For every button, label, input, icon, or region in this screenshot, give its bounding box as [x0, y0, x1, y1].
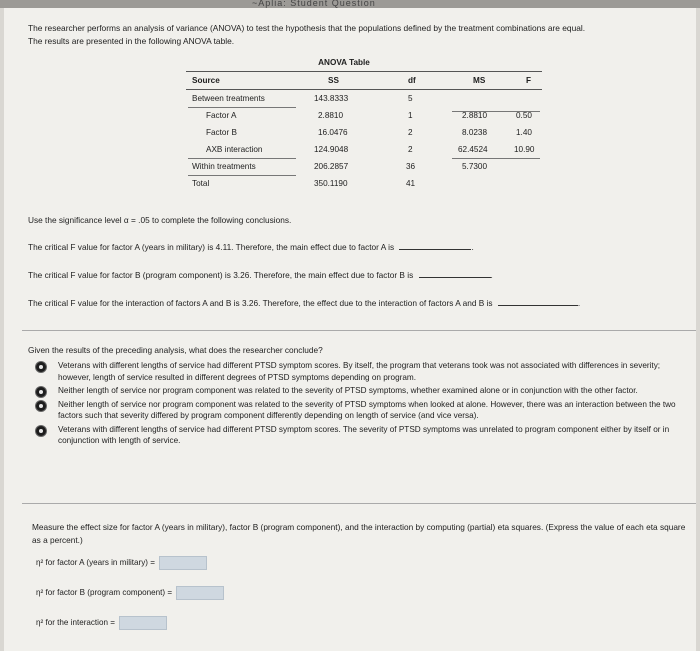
row-ss: 143.8333 [314, 94, 349, 103]
row-df: 5 [408, 94, 413, 103]
factor-b-dropdown[interactable] [419, 277, 491, 278]
answer-option-4[interactable] [34, 424, 694, 447]
row-ms: 62.4524 [458, 145, 488, 154]
eta-interaction [36, 616, 167, 630]
row-df: 1 [408, 111, 413, 120]
row-df: 36 [406, 162, 416, 171]
row-source: Within treatments [192, 162, 256, 171]
question-page [4, 8, 696, 651]
factor-a-dropdown[interactable] [399, 249, 471, 250]
conclusion-interaction-text: The critical F value for the interaction of factors A and B is 3.26. Therefore, the effect due to the interaction of factors A and B is [28, 298, 493, 308]
radio-button-icon[interactable] [36, 387, 46, 397]
col-source-header: Source [192, 76, 220, 85]
row-ss: 206.2857 [314, 162, 349, 171]
significance-text: Use the significance level α = .05 to complete the following conclusions. [28, 215, 292, 225]
radio-button-icon[interactable] [36, 362, 46, 372]
conclusion-factor-a: The critical F value for factor A (years in military) is 4.11. Therefore, the main effect due to factor A is . [28, 242, 474, 252]
row-f: 10.90 [514, 145, 535, 154]
top-strip [0, 0, 700, 8]
row-source: Total [192, 179, 210, 188]
col-ms-header: MS [473, 76, 486, 85]
conclusion-factor-b-text: The critical F value for factor B (program component) is 3.26. Therefore, the main effect due to factor B is [28, 270, 414, 280]
answer-option-text: Veterans with different lengths of service had different PTSD symptom scores. The severity of PTSD symptoms was unrelated to program component either by itself or in conjunction with length of service. [58, 424, 670, 445]
row-divider [188, 158, 296, 159]
eta-factor-a-label: η² for factor A (years in military) = [36, 558, 155, 568]
top-strip-text: ~Aplia: Student Question [252, 0, 376, 8]
anova-header-row [186, 71, 542, 90]
section-divider [22, 503, 696, 504]
eta-factor-b-input[interactable] [176, 586, 224, 600]
col-df-header: df [408, 76, 416, 85]
radio-button-icon[interactable] [36, 426, 46, 436]
row-ss: 16.0476 [318, 128, 348, 137]
question-prompt: Given the results of the preceding analysis, what does the researcher conclude? [28, 345, 323, 355]
effect-size-instructions: Measure the effect size for factor A (years in military), factor B (program component), and the interaction by computing (partial) eta squares. (Express the value of each eta square as a percent.) [32, 522, 686, 545]
table-row [186, 109, 542, 125]
eta-factor-a-input[interactable] [159, 556, 207, 570]
col-f-header: F [526, 76, 532, 85]
intro-line-2: The results are presented in the following ANOVA table. [28, 36, 235, 46]
answer-option-1[interactable] [34, 360, 694, 383]
anova-table-title: ANOVA Table [318, 58, 370, 67]
eta-factor-b [36, 586, 224, 600]
answer-option-3[interactable] [34, 399, 694, 422]
row-source: Factor A [206, 111, 237, 120]
eta-interaction-input[interactable] [119, 616, 167, 630]
table-row [186, 160, 542, 176]
conclusion-factor-b: The critical F value for factor B (program component) is 3.26. Therefore, the main effect due to factor B is . [28, 270, 493, 280]
table-row [186, 177, 542, 193]
row-ss: 2.8810 [318, 111, 344, 120]
answer-option-text: Veterans with different lengths of service had different PTSD symptom scores. By itself, the program that veterans took was not associated with differences in severity; however, length of service resulted in different degrees of PTSD symptoms depending on program. [58, 361, 661, 382]
col-ss-header: SS [328, 76, 339, 85]
section-divider [22, 330, 696, 331]
answer-option-text: Neither length of service nor program component was related to the severity of PTSD symptoms, whether examined alone or in conjunction with the other factor. [58, 386, 638, 395]
eta-interaction-label: η² for the interaction = [36, 618, 115, 628]
eta-factor-a [36, 556, 207, 570]
row-ss: 124.9048 [314, 145, 349, 154]
intro-text [28, 22, 688, 48]
row-ms: 8.0238 [462, 128, 488, 137]
row-ss: 350.1190 [314, 179, 348, 188]
row-ms: 2.8810 [462, 111, 488, 120]
row-df: 2 [408, 145, 413, 154]
row-source: AXB interaction [206, 145, 263, 154]
table-row [186, 92, 542, 108]
answer-option-2[interactable] [34, 385, 694, 397]
row-divider [188, 175, 296, 176]
row-ms: 5.7300 [462, 162, 488, 171]
row-df: 41 [406, 179, 416, 188]
row-df: 2 [408, 128, 413, 137]
ms-f-divider [452, 158, 540, 159]
table-row [186, 143, 542, 159]
table-row [186, 126, 542, 142]
row-f: 1.40 [516, 128, 532, 137]
row-f: 0.50 [516, 111, 532, 120]
answer-option-text: Neither length of service nor program component was related to the severity of PTSD symptoms when looked at alone. However, there was an interaction between the two factors such that severity differed by program component differently depending on length of service (and vice versa). [58, 399, 676, 420]
eta-factor-b-label: η² for factor B (program component) = [36, 588, 173, 598]
conclusion-factor-a-text: The critical F value for factor A (years in military) is 4.11. Therefore, the main effect due to factor A is [28, 242, 395, 252]
row-source: Factor B [206, 128, 237, 137]
row-source: Between treatments [192, 94, 265, 103]
answer-options [34, 360, 694, 449]
interaction-dropdown[interactable] [498, 305, 578, 306]
row-divider [188, 107, 296, 108]
radio-button-icon[interactable] [36, 401, 46, 411]
intro-line-1: The researcher performs an analysis of variance (ANOVA) to test the hypothesis that the populations defined by the treatment combinations are equal. [28, 23, 586, 33]
conclusion-interaction: The critical F value for the interaction of factors A and B is 3.26. Therefore, the effect due to the interaction of factors A and B is . [28, 298, 581, 308]
